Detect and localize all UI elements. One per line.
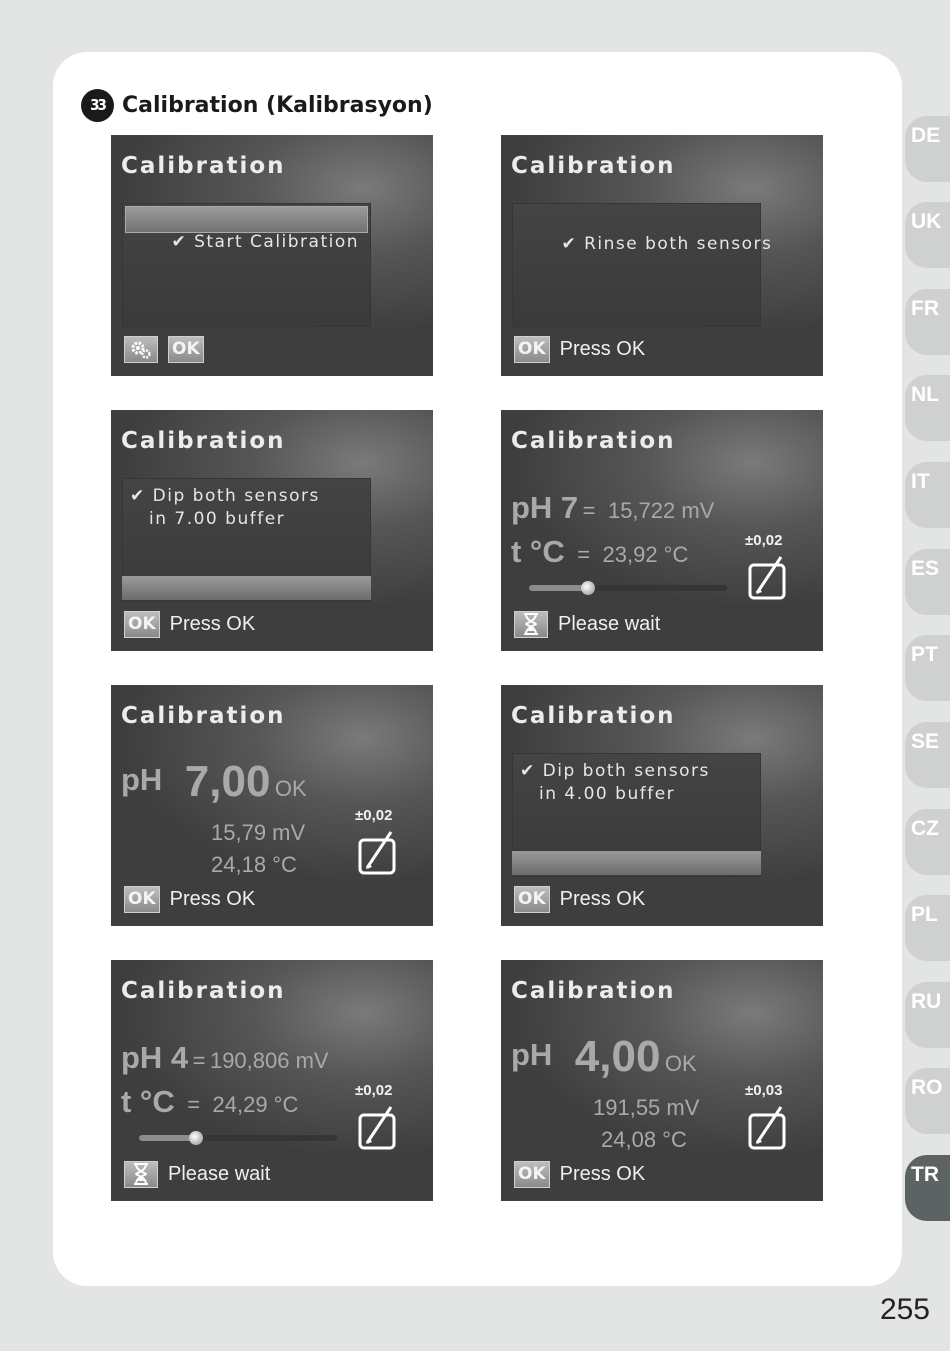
screen-title: Calibration — [511, 703, 676, 729]
message-line: Dip both sensors — [152, 486, 320, 506]
screen-footer — [124, 885, 255, 913]
slider-fill — [139, 1135, 196, 1141]
screen-footer — [514, 885, 645, 913]
footer-text: Please wait — [558, 612, 661, 635]
tab-it[interactable]: IT — [905, 462, 950, 528]
tab-de[interactable]: DE — [905, 116, 950, 182]
screen-footer — [514, 1160, 645, 1188]
page-number: 255 — [879, 1293, 930, 1326]
menu-item-label: Start Calibration — [194, 232, 360, 252]
tab-tr[interactable]: TR — [905, 1155, 950, 1221]
screen-result-7 — [111, 685, 433, 926]
temp-value: 24,08 °C — [601, 1127, 687, 1152]
ok-button[interactable]: OK — [168, 336, 204, 363]
screen-rinse-sensors — [501, 135, 823, 376]
footer-text: Press OK — [169, 612, 256, 635]
screen-dip-7 — [111, 410, 433, 651]
mv-value: 191,55 mV — [593, 1095, 700, 1120]
footer-text: Please wait — [168, 1162, 271, 1185]
check-icon: ✔ — [561, 234, 578, 254]
equals-sign: = — [187, 1092, 201, 1117]
ph-value: 7,00 — [184, 757, 271, 806]
section-number-badge: 33 — [81, 89, 114, 122]
screen-footer — [124, 335, 214, 363]
footer-text: Press OK — [559, 1162, 646, 1185]
message-line: in 4.00 buffer — [539, 784, 676, 804]
tolerance-label: ±0,02 — [355, 1082, 393, 1099]
ok-button[interactable]: OK — [514, 336, 550, 363]
slider-knob — [581, 581, 595, 595]
temp-value: 23,92 °C — [602, 542, 689, 567]
screen-title: Calibration — [511, 428, 676, 454]
screen-title: Calibration — [121, 703, 286, 729]
footer-text: Press OK — [559, 337, 646, 360]
screen-footer — [124, 1160, 270, 1188]
tab-pl[interactable]: PL — [905, 895, 950, 961]
menu-box — [122, 203, 371, 327]
screen-footer — [514, 610, 660, 638]
footer-text: Press OK — [169, 887, 256, 910]
screen-title: Calibration — [121, 428, 286, 454]
tab-fr[interactable]: FR — [905, 289, 950, 355]
temp-label: t °C — [511, 534, 565, 569]
check-icon: ✔ — [130, 486, 146, 506]
check-icon: ✔ — [520, 761, 536, 781]
section-heading — [81, 88, 433, 122]
electrode-icon — [357, 1103, 399, 1151]
electrode-icon — [747, 553, 789, 601]
check-icon: ✔ — [171, 232, 188, 252]
screen-measuring-4 — [111, 960, 433, 1201]
message-box — [512, 203, 773, 327]
mv-value: 15,79 mV — [211, 820, 306, 845]
ph-label: pH — [121, 762, 163, 797]
measurement-slider — [139, 1135, 337, 1141]
tab-uk[interactable]: UK — [905, 202, 950, 268]
electrode-icon — [747, 1103, 789, 1151]
ok-button[interactable]: OK — [124, 886, 160, 913]
settings-button[interactable] — [124, 336, 158, 363]
screen-title: Calibration — [511, 153, 676, 179]
ph-ok-label: OK — [664, 1051, 697, 1076]
electrode-icon — [357, 828, 399, 876]
ph-ok-label: OK — [274, 776, 307, 801]
gears-icon — [130, 339, 152, 359]
equals-sign: = — [582, 498, 596, 523]
hourglass-button — [514, 611, 548, 638]
screen-title: Calibration — [511, 978, 676, 1004]
tab-es[interactable]: ES — [905, 549, 950, 615]
measurement-slider — [529, 585, 727, 591]
ok-button[interactable]: OK — [514, 1161, 550, 1188]
tolerance-label: ±0,02 — [745, 532, 783, 549]
tab-se[interactable]: SE — [905, 722, 950, 788]
ph-value: 4,00 — [574, 1032, 661, 1081]
message-line: in 7.00 buffer — [149, 509, 286, 529]
temp-label: t °C — [121, 1084, 175, 1119]
mv-value: 190,806 mV — [209, 1048, 329, 1073]
screen-start-calibration — [111, 135, 433, 376]
footer-text: Press OK — [559, 887, 646, 910]
ok-button[interactable]: OK — [514, 886, 550, 913]
screen-footer — [514, 335, 645, 363]
hourglass-button — [124, 1161, 158, 1188]
ph-label: pH 4 — [121, 1040, 189, 1075]
ph-label: pH 7 — [511, 490, 579, 525]
tab-nl[interactable]: NL — [905, 375, 950, 441]
mv-value: 15,722 mV — [607, 498, 715, 523]
tab-cz[interactable]: CZ — [905, 809, 950, 875]
message-line: Dip both sensors — [542, 761, 710, 781]
screen-measuring-7 — [501, 410, 823, 651]
tolerance-label: ±0,02 — [355, 807, 393, 824]
progress-bar — [512, 851, 761, 875]
ph-label: pH — [511, 1037, 553, 1072]
tab-ro[interactable]: RO — [905, 1068, 950, 1134]
tolerance-label: ±0,03 — [745, 1082, 783, 1099]
equals-sign: = — [192, 1048, 206, 1073]
screen-footer — [124, 610, 255, 638]
message-line: Rinse both sensors — [584, 234, 773, 254]
ok-button[interactable]: OK — [124, 611, 160, 638]
hourglass-icon — [522, 613, 540, 635]
slider-fill — [529, 585, 588, 591]
temp-value: 24,29 °C — [212, 1092, 299, 1117]
screen-result-4 — [501, 960, 823, 1201]
section-title: Calibration (Kalibrasyon) — [122, 92, 433, 118]
screen-dip-4 — [501, 685, 823, 926]
slider-knob — [189, 1131, 203, 1145]
screen-title: Calibration — [121, 978, 286, 1004]
temp-value: 24,18 °C — [211, 852, 297, 877]
equals-sign: = — [577, 542, 591, 567]
tab-pt[interactable]: PT — [905, 635, 950, 701]
tab-ru[interactable]: RU — [905, 982, 950, 1048]
screen-title: Calibration — [121, 153, 286, 179]
progress-bar — [122, 576, 371, 600]
hourglass-icon — [132, 1163, 150, 1185]
